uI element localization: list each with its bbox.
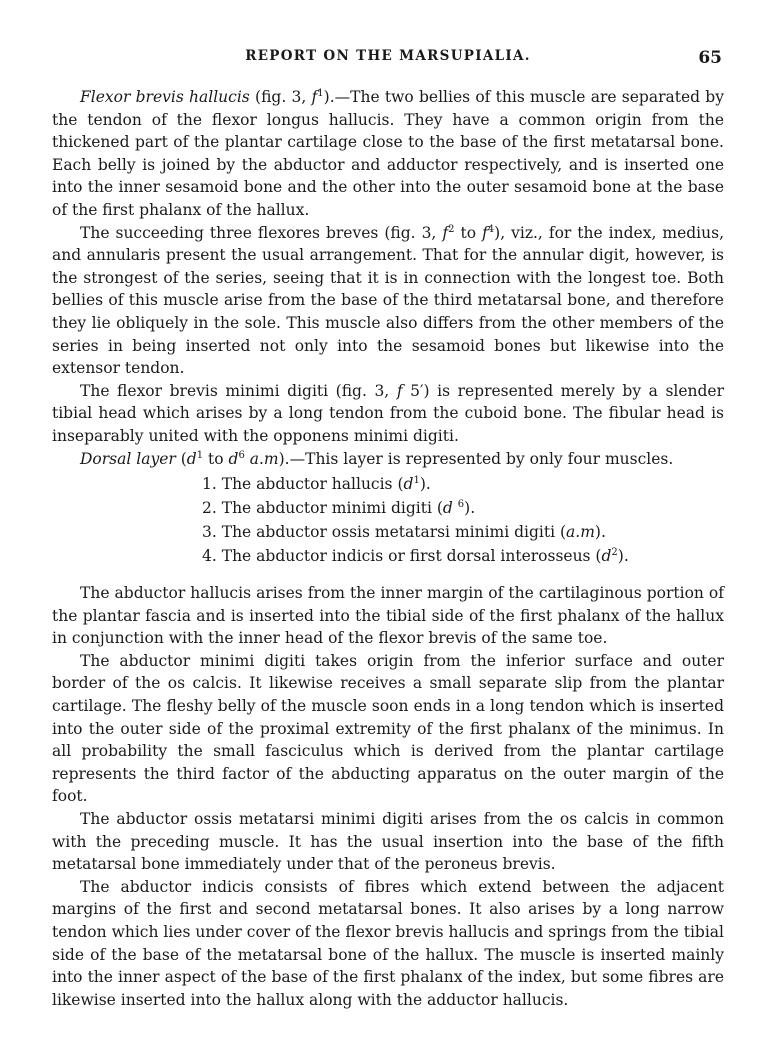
- figure-symbol: d: [601, 547, 612, 566]
- paragraph-text: —The two bellies of this muscle are separated by the tendon of the flexor longus hallucis. They have a common origin from the thickened part of the plantar cartilage close to the base of the first metatarsal bone. Each belly is joined by the abductor and adductor respectively, and is inserted one into the inner sesamoid bone and the other into the outer sesamoid bone at the base of the first phalanx of the hallux.: [52, 88, 724, 219]
- paragraph-text: The flexor brevis minimi digiti (fig. 3,: [80, 381, 397, 400]
- range-word: to: [203, 449, 229, 468]
- list-close: ).: [594, 523, 606, 542]
- figure-reference-open: (fig. 3,: [249, 88, 312, 106]
- list-close: ).: [464, 499, 476, 518]
- list-text: The abductor hallucis (: [221, 475, 404, 494]
- figure-symbol-superscript: 2: [611, 546, 618, 558]
- paragraph-abductor-ossis-metatarsi: The abductor ossis metatarsi minimi digiti arises from the os calcis in common with the preceding muscle. It has the usual insertion into the base of the fifth metatarsal bone immediately under that of the peroneus brevis.: [52, 810, 724, 874]
- list-close: ).: [617, 547, 629, 566]
- figure-symbol: f: [311, 88, 318, 106]
- list-text: The abductor minimi digiti (: [221, 499, 443, 518]
- paragraph-abductor-minimi-digiti: The abductor minimi digiti takes origin from the inferior surface and outer border of the os calcis. It likewise receives a small separate slip from the plantar cartilage. The fleshy belly of the muscle soon ends in a long tendon which is inserted into the outer side of the proximal extremity of the first phalanx of the minimus. In all probability the small fasciculus which is derived from the plantar cartilage represents the third factor of the abducting apparatus on the outer margin of the foot.: [52, 651, 724, 806]
- list-number: 1.: [202, 475, 217, 494]
- figure-symbol-superscript: 2: [448, 223, 455, 235]
- paragraph-text: ) is represented merely by a slender tibial head which arises by a long tendon from the cuboid bone. The fibular head is inseparably united with the opponens minimi digiti.: [52, 381, 725, 445]
- figure-symbol: f: [442, 223, 449, 242]
- figure-symbol: d: [228, 449, 239, 468]
- figure-symbol: f: [482, 223, 488, 242]
- section-heading-dorsal-layer: Dorsal layer: [80, 449, 176, 468]
- dorsal-muscle-list: [52, 472, 724, 568]
- list-number: 4.: [202, 547, 217, 566]
- paragraph-dorsal-layer: [52, 448, 724, 471]
- paragraph-abductor-hallucis: The abductor hallucis arises from the inner margin of the cartilaginous portion of the plantar fascia and is inserted into the tibial side of the first phalanx of the hallux in conjunction with the inner head of the flexor brevis of the same toe.: [52, 584, 724, 648]
- paragraph-flexor-brevis-minimi-digiti: [52, 380, 724, 448]
- figure-symbol-superscript: 1: [413, 474, 420, 486]
- list-number: 2.: [202, 499, 217, 518]
- figure-symbol-superscript: 1: [317, 87, 324, 99]
- running-title: REPORT ON THE MARSUPIALIA.: [245, 48, 531, 64]
- paragraph-text: The succeeding three flexores breves (fig. 3,: [80, 223, 443, 242]
- paragraph-text: ), viz., for the index, medius, and annularis present the usual arrangement. That for the annular digit, however, is the strongest of the series, seeing that it is in connection with the longest toe. Both bellies of this muscle arise from the base of the third metatarsal bone, and therefore they lie obliquely in the sole. This muscle also differs from the other members of the series in being inserted not only into the sesamoid bones but likewise into the extensor tendon.: [52, 223, 724, 378]
- list-item: [202, 496, 724, 520]
- page-header: [52, 40, 724, 66]
- figure-symbol: d: [403, 475, 414, 494]
- list-text: The abductor indicis or first dorsal interosseus (: [221, 547, 602, 566]
- figure-symbol-label: 5′: [402, 381, 424, 400]
- range-word: to: [454, 223, 483, 242]
- figure-symbol-superscript: 6: [457, 498, 465, 510]
- paragraph-text: —This layer is represented by only four muscles.: [289, 449, 674, 468]
- figure-symbol: d: [442, 499, 458, 518]
- list-item: [202, 520, 724, 544]
- figure-reference-close: ).: [323, 88, 335, 106]
- section-heading-flexor-brevis-hallucis: Flexor brevis hallucis: [80, 88, 250, 106]
- figure-symbol: a.m: [566, 523, 595, 542]
- paragraph-abductor-indicis: The abductor indicis consists of fibres which extend between the adjacent margins of the first and second metatarsal bones. It also arises by a long narrow tendon which lies under cover of the flexor brevis hallucis and springs from the tibial side of the base of the metatarsal bone of the hallux. The muscle is inserted mainly into the inner aspect of the base of the first phalanx of the index, but some fibres are likewise inserted into the hallux along with the adductor hallucis.: [52, 877, 724, 1009]
- list-item: [202, 544, 724, 568]
- list-number: 3.: [202, 523, 217, 542]
- list-item: [202, 472, 724, 496]
- page-body: [52, 86, 724, 1011]
- figure-symbol: d: [186, 449, 197, 468]
- list-text: The abductor ossis metatarsi minimi digiti (: [221, 523, 567, 542]
- figure-symbol-superscript: 6: [238, 449, 245, 461]
- list-close: ).: [419, 475, 431, 494]
- figure-symbol: f: [396, 381, 403, 400]
- paragraph-flexor-brevis-hallucis: [52, 86, 724, 222]
- page-number: 65: [698, 48, 722, 68]
- figure-symbol-superscript: 1: [196, 449, 204, 461]
- figure-symbol-am: a.m: [244, 449, 279, 468]
- figure-symbol-superscript: 4: [487, 223, 495, 235]
- paragraph-flexores-breves: [52, 222, 724, 380]
- figure-reference-close: ).: [278, 449, 290, 468]
- figure-reference-open: (: [175, 449, 187, 468]
